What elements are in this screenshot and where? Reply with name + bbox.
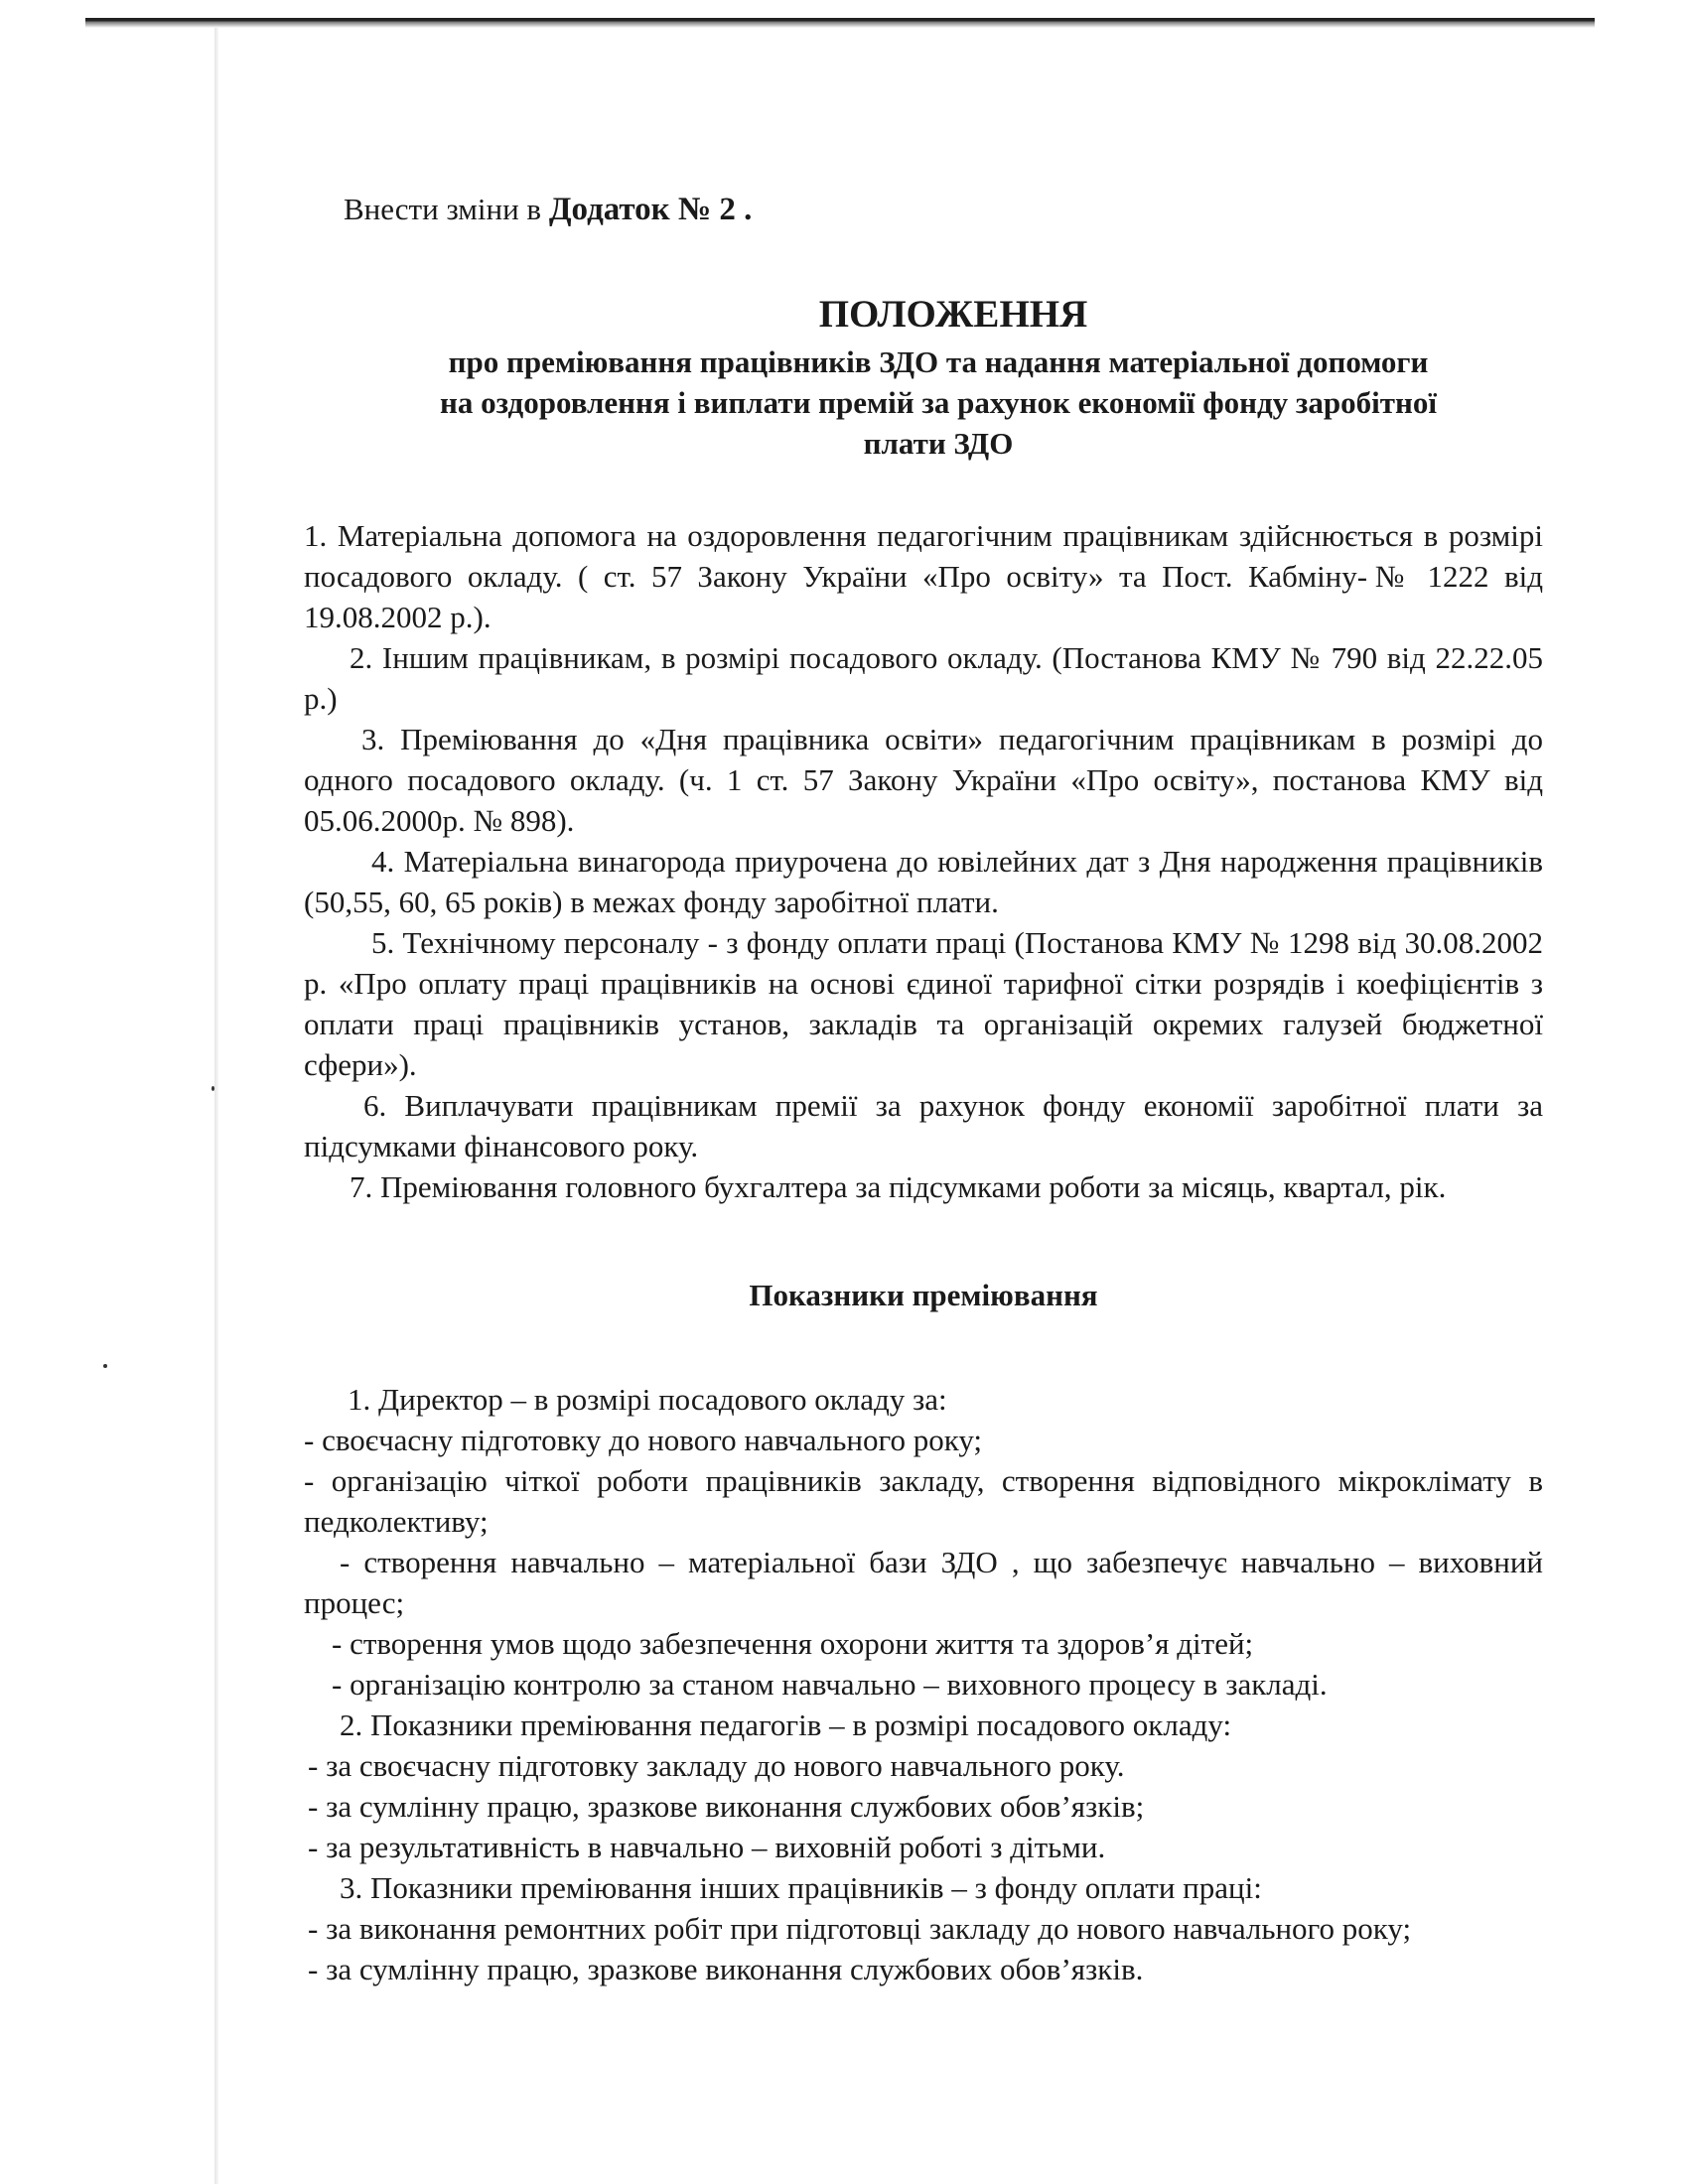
intro-line (344, 189, 1543, 230)
subtitle-line: про преміювання працівників ЗДО та надання матеріальної допомоги (448, 344, 1429, 379)
provision-item-2: 2. Іншим працівникам, в розмірі посадового окладу. (Постанова КМУ № 790 від 22.22.05 р.) (304, 640, 1543, 716)
indicator-line: - створення навчально – матеріальної бази ЗДО , що забезпечує навчально – виховний процес; (304, 1545, 1543, 1620)
subtitle-line: плати ЗДО (863, 426, 1014, 461)
provision-item-6: 6. Виплачувати працівникам премії за рахунок фонду економії заробітної плати за підсумками фінансового року. (304, 1088, 1543, 1163)
indicator-line: - за своєчасну підготовку закладу до нового навчального року. (308, 1748, 1125, 1783)
scan-border-left (214, 28, 218, 2184)
document-page (304, 189, 1543, 1989)
indicators-list (304, 1379, 1543, 1989)
intro-text: Внести зміни в (344, 192, 542, 226)
scan-speck (211, 1086, 214, 1091)
indicator-line: - своєчасну підготовку до нового навчального року; (304, 1423, 983, 1457)
subtitle-line: на оздоровлення і виплати премій за рахунок економії фонду заробітної (440, 385, 1437, 420)
provision-item-1: 1. Матеріальна допомога на оздоровлення педагогічним працівникам здійснюється в розмірі посадового окладу. ( ст. 57 Закону України «Про освіту» та Пост. Кабміну-№ 1222 від 19.08.2002 р.). (304, 518, 1543, 634)
indicator-line: - за сумлінну працю, зразкове виконання службових обов’язків. (308, 1952, 1144, 1986)
provisions-list (304, 515, 1543, 1207)
section-heading: Показники преміювання (749, 1278, 1098, 1312)
provision-item-5: 5. Технічному персоналу - з фонду оплати праці (Постанова КМУ № 1298 від 30.08.2002 р. «Про оплату праці працівників на основі єдиної тарифної сітки розрядів і коефіцієнтів з оплати праці працівників установ, закладів та організацій окремих галузей бюджетної сфери»). (304, 925, 1543, 1082)
indicator-line: - за сумлінну працю, зразкове виконання службових обов’язків; (308, 1789, 1145, 1824)
provision-item-4: 4. Матеріальна винагорода приурочена до ювілейних дат з Дня народження працівників (50,55, 60, 65 років) в межах фонду заробітної плати. (304, 844, 1543, 919)
provision-item-3: 3. Преміювання до «Дня працівника освіти» педагогічним працівникам в розмірі до одного посадового окладу. (ч. 1 ст. 57 Закону України «Про освіту», постанова КМУ від 05.06.2000р. № 898). (304, 722, 1543, 838)
indicator-line: - створення умов щодо забезпечення охорони життя та здоров’я дітей; (332, 1626, 1254, 1661)
indicator-line: 3. Показники преміювання інших працівників – з фонду оплати праці: (340, 1870, 1262, 1905)
indicator-line: - за виконання ремонтних робіт при підготовці закладу до нового навчального року; (308, 1911, 1412, 1946)
intro-appendix: Додаток № 2 . (548, 192, 753, 227)
document-subtitle (304, 341, 1543, 464)
indicator-line: - за результативність в навчально – виховній роботі з дітьми. (308, 1830, 1106, 1864)
indicator-line: - організацію чіткої роботи працівників закладу, створення відповідного мікроклімату в педколективу; (304, 1463, 1543, 1539)
provision-item-7: 7. Преміювання головного бухгалтера за підсумками роботи за місяць, квартал, рік. (350, 1169, 1447, 1204)
scan-speck (103, 1364, 107, 1368)
indicator-line: 2. Показники преміювання педагогів – в розмірі посадового окладу: (340, 1707, 1232, 1742)
scan-border-top (85, 18, 1595, 28)
indicator-line: - організацію контролю за станом навчально – виховного процесу в закладі. (332, 1667, 1328, 1702)
indicator-line: 1. Директор – в розмірі посадового окладу за: (348, 1382, 947, 1417)
document-title: ПОЛОЖЕННЯ (818, 293, 1088, 336)
